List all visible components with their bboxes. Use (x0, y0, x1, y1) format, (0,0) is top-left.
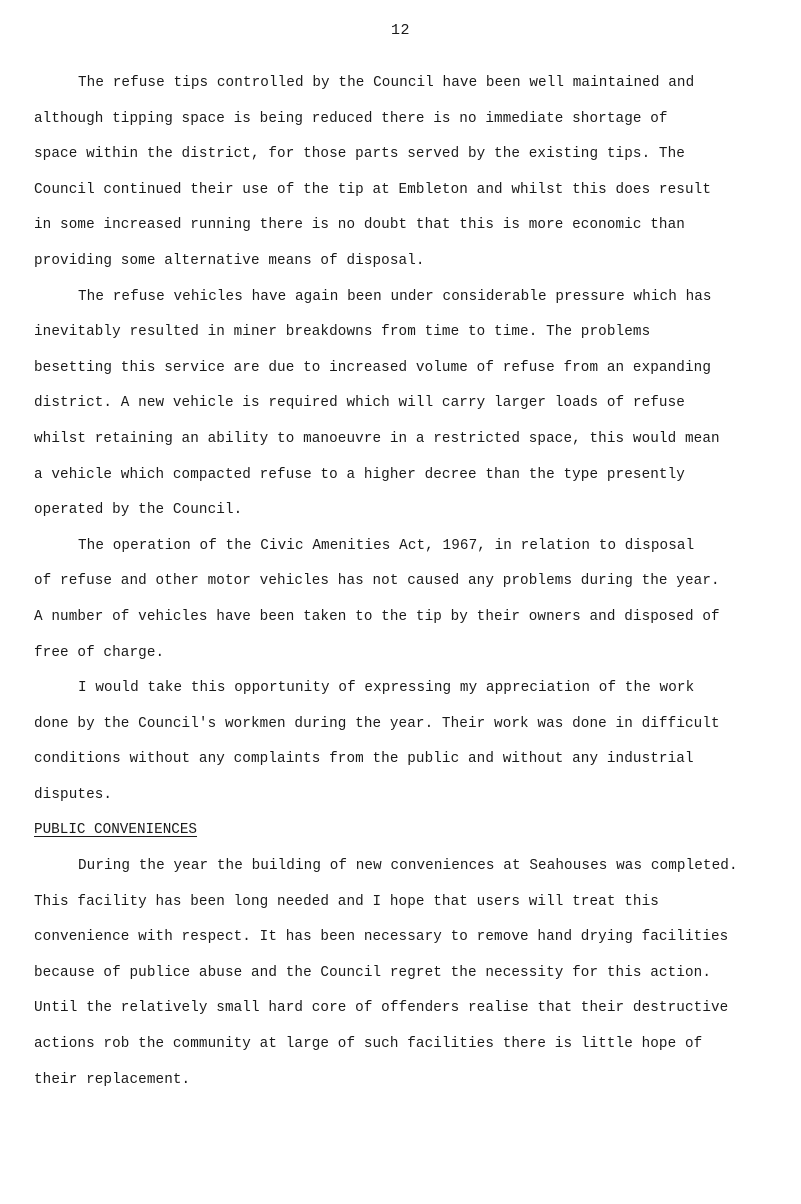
text-line: Council continued their use of the tip at Embleton and whilst this does result (34, 181, 712, 198)
page-number: 12 (390, 22, 410, 39)
text-line: their replacement. (34, 1071, 191, 1088)
text-line: inevitably resulted in miner breakdowns from time to time. The problems (34, 324, 651, 341)
paragraph-refuse-tips (34, 66, 774, 280)
text-line: The operation of the Civic Amenities Act, 1967, in relation to disposal (78, 537, 695, 554)
text-line: besetting this service are due to increased volume of refuse from an expanding (34, 359, 712, 376)
paragraph-appreciation (34, 671, 774, 813)
text-line: I would take this opportunity of expressing my appreciation of the work (78, 680, 695, 697)
text-line: because of publice abuse and the Council regret the necessity for this action. (34, 964, 712, 981)
text-line: convenience with respect. It has been necessary to remove hand drying facilities (34, 929, 729, 946)
text-line: a vehicle which compacted refuse to a higher decree than the type presently (34, 466, 685, 483)
text-line: providing some alternative means of disposal. (34, 252, 425, 269)
text-line: space within the district, for those parts served by the existing tips. The (34, 146, 685, 163)
paragraph-refuse-vehicles (34, 280, 774, 529)
paragraph-public-conveniences (34, 849, 774, 1098)
heading-text: PUBLIC CONVENIENCES (34, 822, 198, 839)
text-line: operated by the Council. (34, 502, 243, 519)
text-line: of refuse and other motor vehicles has not caused any problems during the year. (34, 573, 720, 590)
text-line: whilst retaining an ability to manoeuvre in a restricted space, this would mean (34, 430, 720, 447)
text-line: in some increased running there is no doubt that this is more economic than (34, 217, 685, 234)
text-line: Until the relatively small hard core of offenders realise that their destructive (34, 1000, 729, 1017)
text-line: actions rob the community at large of such facilities there is little hope of (34, 1036, 703, 1053)
text-line: This facility has been long needed and I hope that users will treat this (34, 893, 659, 910)
text-line: done by the Council's workmen during the year. Their work was done in difficult (34, 715, 720, 732)
text-line: district. A new vehicle is required which will carry larger loads of refuse (34, 395, 685, 412)
text-line: A number of vehicles have been taken to the tip by their owners and disposed of (34, 608, 720, 625)
text-line: disputes. (34, 786, 113, 803)
text-line: The refuse tips controlled by the Council have been well maintained and (78, 75, 695, 91)
text-line: free of charge. (34, 644, 165, 661)
text-line: conditions without any complaints from the public and without any industrial (34, 751, 694, 768)
document-body (34, 66, 774, 1098)
section-heading (34, 813, 774, 849)
text-line: The refuse vehicles have again been under considerable pressure which has (78, 288, 712, 305)
paragraph-civic-amenities (34, 529, 774, 671)
text-line: although tipping space is being reduced there is no immediate shortage of (34, 110, 668, 127)
text-line: During the year the building of new conveniences at Seahouses was completed. (78, 858, 738, 875)
